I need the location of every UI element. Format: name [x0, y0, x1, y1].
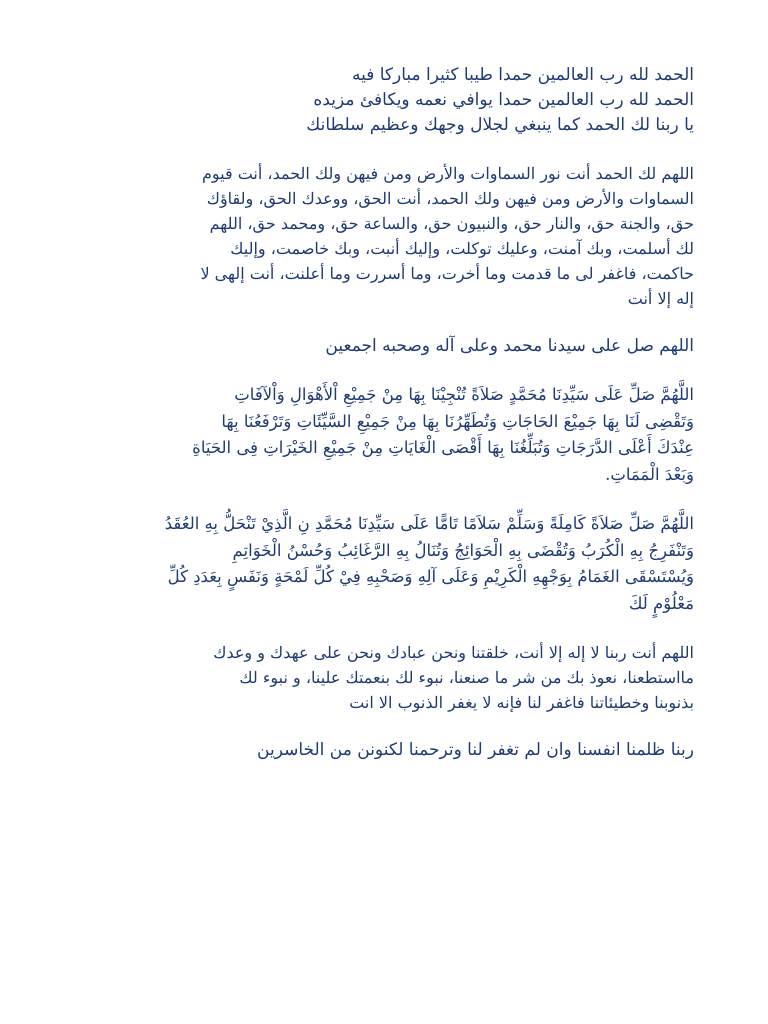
text-line: حاكمت، فاغفر لى ما قدمت وما أخرت، وما أسررت وما أعلنت، أنت إلهى لا	[200, 264, 694, 283]
paragraph-salawat-munjiyat	[76, 382, 694, 488]
paragraph-praise	[76, 63, 694, 138]
paragraph-salawat-nariyah	[76, 511, 694, 617]
text-line: اللهم أنت ربنا لا إله إلا أنت، خلقتنا ونحن عبادك ونحن على عهدك و وعدك	[213, 643, 694, 662]
text-line: حق، والجنة حق، والنار حق، والنبيون حق، والساعة حق، ومحمد حق، اللهم	[209, 214, 694, 233]
text-line: السماوات والأرض ومن فيهن ولك الحمد، أنت الحق، ووعدك الحق، ولقاؤك	[206, 189, 694, 208]
text-line: ربنا ظلمنا انفسنا وان لم تغفر لنا وترحمنا لكنونن من الخاسرين	[257, 740, 694, 760]
text-line: اللهم صل على سيدنا محمد وعلى آله وصحبه اجمعين	[325, 336, 694, 356]
text-line: وَتَقْضِى لَنَا بِهَا جَمِيْعَ الحَاجَاتِ وَتُطَهِّرُنَا بِهَا مِنْ جَمِيْعِ السَّيِّئَاتِ وَتَرْفَعُنَا بِهَا	[221, 411, 694, 431]
text-line: مَعْلُوْمٍ لَكَ	[628, 593, 694, 613]
text-line: إله إلا أنت	[627, 289, 694, 308]
text-line: لك أسلمت، وبك آمنت، وعليك توكلت، وإليك أنبت، وبك خاصمت، وإليك	[230, 239, 694, 258]
text-line: الحمد لله رب العالمين حمدا طيبا كثيرا مباركا فيه	[351, 65, 694, 85]
text-line: اللَّهُمَّ صَلِّ عَلَى سَيِّدِنَا مُحَمَّدٍ صَلاَةً تُنْجِيْنَا بِهَا مِنْ جَمِيْعِ اْلأَهْوَالِ وَاْلآفَاتِ	[234, 385, 694, 404]
text-line: عِنْدَكَ أَعْلَى الدَّرَجَاتِ وَتُبَلِّغُنَا بِهَا أَقْصَى الْغَايَاتِ مِنْ جَمِيْعِ الخَيْرَاتِ فِى الحَيَاةِ	[192, 438, 694, 457]
text-line: الحمد لله رب العالمين حمدا يوافي نعمه ويكافئ مزيده	[313, 90, 694, 110]
document-page	[76, 63, 694, 786]
paragraph-sayyid-al-istighfar	[76, 640, 694, 715]
text-line: وَيُسْتَسْقَى الغَمَامُ بِوَجْهِهِ الْكَرِيْمِ وَعَلَى آلِهِ وَصَحْبِهِ فِيْ كُلِّ لَمْحَةٍ وَنَفَسٍ بِعَدَدِ كُلِّ	[167, 567, 694, 586]
text-line: وَتَنْفَرِجُ بِهِ الْكُرَبُ وَتُقْضَى بِهِ الْحَوَائِجُ وَتُنَالُ بِهِ الرَّغَائِبُ وَحُسْنُ الْخَوَاتِمِ	[232, 540, 694, 560]
text-line: مااستطعنا، نعوذ بك من شر ما صنعنا، نبوء لك بنعمتك علينا، و نبوء لك	[239, 668, 694, 687]
text-line: بذنوبنا وخطيئاتنا فاغفر لنا فإنه لا يغفر الذنوب الا انت	[349, 693, 694, 712]
text-line: اللَّهُمَّ صَلِّ صَلاَةً كَامِلَةً وَسَلِّمْ سَلاَمًا تَامًّا عَلَى سَيِّدِنَا مُحَمَّدِ نِ الَّذِيْ تَنْحَلُّ بِهِ العُقَدُ	[164, 514, 694, 533]
paragraph-supplication-light	[76, 161, 694, 311]
paragraph-salawat-short	[76, 334, 694, 359]
paragraph-closing-prayer	[76, 738, 694, 763]
text-line: يا ربنا لك الحمد كما ينبغي لجلال وجهك وعظيم سلطانك	[306, 115, 694, 135]
text-line: اللهم لك الحمد أنت نور السماوات والأرض ومن فيهن ولك الحمد، أنت قيوم	[201, 164, 694, 183]
text-line: وَبَعْدَ الْمَمَاتِ.	[605, 464, 694, 484]
